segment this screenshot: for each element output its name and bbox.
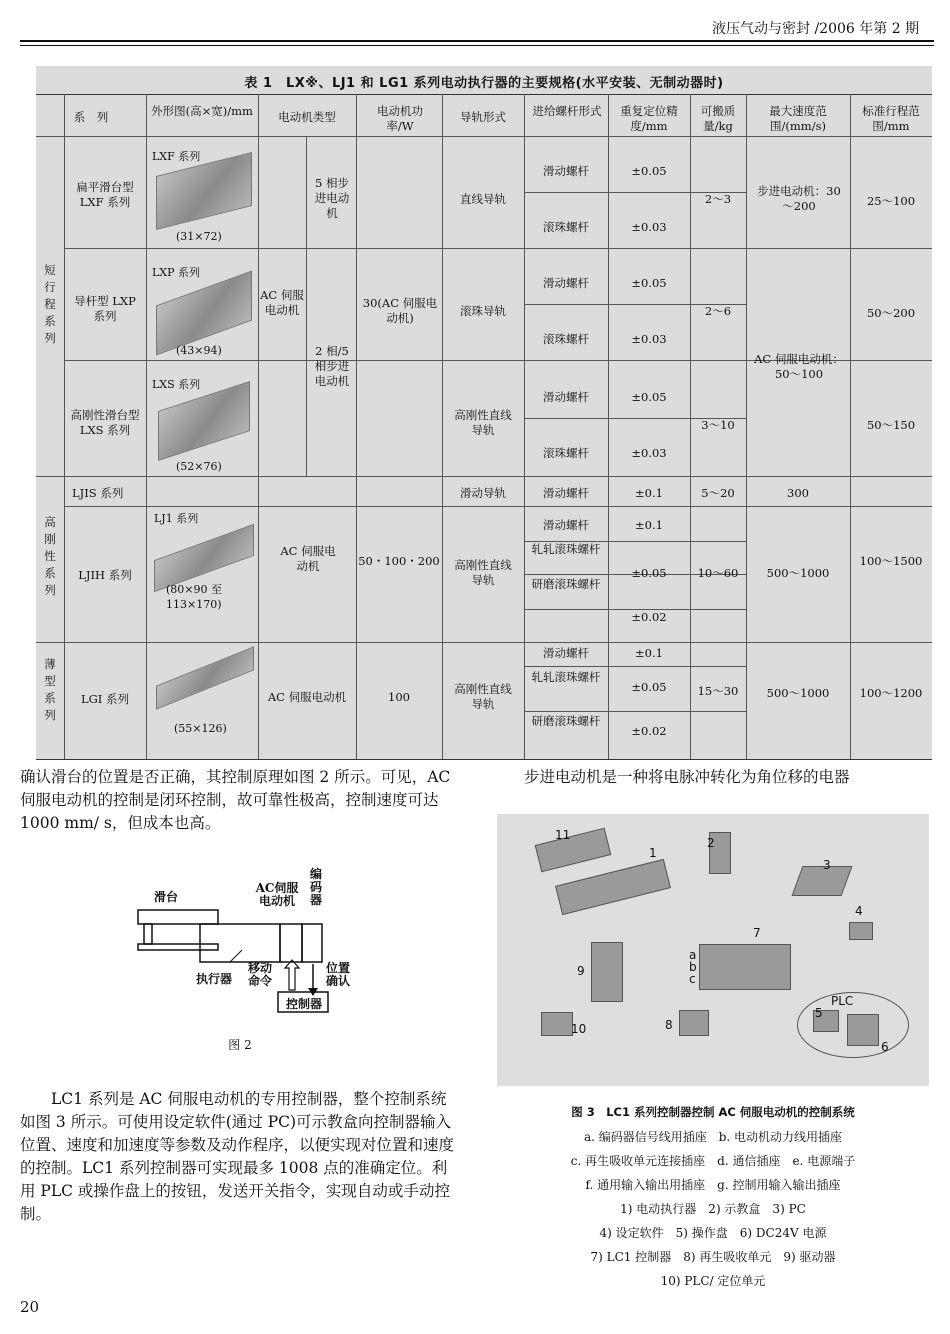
motor-5phase-step: 5 相步进电动机: [314, 176, 350, 220]
fig2-label-slide: 滑台: [154, 890, 179, 904]
group-short-stroke: 短行程系列: [44, 263, 56, 345]
fig2-label-move-cmd: 移动命令: [248, 961, 273, 988]
table-col-rule: [746, 94, 747, 759]
payload-ljih: 10～60: [697, 566, 739, 580]
screw-rolled-2: 轧轧滚珠螺杆: [531, 670, 601, 684]
payload-lxs: 3～10: [701, 418, 735, 432]
screw-ground-2: 研磨滚珠螺杆: [531, 714, 601, 728]
payload-lxp: 2～6: [704, 304, 732, 318]
series-lxp: 导杆型 LXP 系列: [74, 294, 136, 323]
screw-rolled-1: 轧轧滚珠螺杆: [531, 542, 601, 556]
fig2-label-encoder: 编码器: [310, 867, 323, 907]
motor-ac-servo: AC 伺服电动机: [260, 288, 304, 317]
payload-lxf: 2～3: [704, 192, 732, 206]
fig3-num-1: 1: [649, 846, 657, 860]
table-rule: [36, 759, 932, 760]
series-lxs: 高刚性滑台型 LXS 系列: [70, 408, 140, 437]
table-col-rule: [146, 94, 147, 759]
table-rule: [524, 711, 746, 712]
table-rule: [524, 666, 746, 667]
precision-r3: ±0.05: [631, 276, 667, 290]
left-paragraph-1: 确认滑台的位置是否正确，其控制原理如图 2 所示。可见，AC 伺服电动机的控制是闭环控制，故可靠性极高，控制速度可达 1000 mm/ s，但成本也高。: [20, 768, 451, 832]
table-rule: [36, 94, 932, 95]
group-high-rigid: 高刚性系列: [44, 515, 56, 597]
col-header-speed: 最大速度范围/(mm/s): [769, 104, 827, 133]
precision-r9: ±0.05: [631, 566, 667, 580]
fig3-device-software: [849, 922, 873, 940]
fig3-num-7: 7: [753, 926, 761, 940]
left-paragraph-2: LC1 系列是 AC 伺服电动机的专用控制器，整个控制系统如图 3 所示。可使用设定软件(通过 PC)可示教盒向控制器输入位置、速度和加速度等参数及动作程序，以便实现对位置和速度的控制。LC1 系列控制器可实现最多 1008 点的准确定位。利用 PLC 或操作盘上的按钮，发送开关指令，实现自动或手动控制。: [20, 1090, 455, 1223]
guide-ball: 滚珠导轨: [460, 304, 506, 318]
screw-ball-3: 滚珠螺杆: [543, 446, 589, 460]
col-header-shape: 外形图(高×宽)/mm: [151, 104, 253, 118]
fig3-num-5: 5: [815, 1006, 823, 1020]
fig3-device-plc-unit: [541, 1012, 573, 1036]
table-rule: [64, 248, 932, 249]
speed-ljih: 500～1000: [766, 566, 830, 580]
col-header-series: 系 列: [73, 110, 109, 124]
guide-slide: 滑动导轨: [460, 486, 506, 500]
series-ljis: LJIS 系列: [72, 486, 124, 500]
precision-r12: ±0.05: [631, 680, 667, 694]
precision-r2: ±0.03: [631, 220, 667, 234]
fig3-legend-5: 4) 设定软件 5) 操作盘 6) DC24V 电源: [599, 1226, 827, 1240]
table-rule: [64, 506, 932, 507]
img-size-lxp: (43×94): [176, 344, 222, 357]
precision-r7: ±0.1: [635, 486, 663, 500]
img-size-lxs: (52×76): [176, 460, 222, 473]
series-lxf: 扁平滑台型 LXF 系列: [76, 180, 134, 209]
figure-2-caption: 图 2: [228, 1038, 252, 1052]
precision-r4: ±0.03: [631, 332, 667, 346]
speed-ac: AC 伺服电动机：50～100: [754, 352, 844, 381]
screw-slide-5: 滑动螺杆: [543, 518, 589, 532]
col-header-guide: 导轨形式: [460, 110, 506, 124]
col-header-power: 电动机功率/W: [377, 104, 423, 133]
fig3-num-11: 11: [555, 828, 571, 842]
fig3-num-9: 9: [577, 964, 585, 978]
screw-slide-4: 滑动螺杆: [543, 486, 589, 500]
img-label-lxs: LXS 系列: [152, 378, 201, 391]
table-col-rule: [258, 94, 259, 759]
table-rule: [36, 476, 932, 477]
power-short: 30(AC 伺服电动机): [362, 296, 438, 325]
screw-ball-1: 滚珠螺杆: [543, 220, 589, 234]
motor-2-5phase-step: 2 相/5 相步进电动机: [314, 344, 350, 388]
power-lj: 50・100・200: [358, 554, 440, 568]
spec-table: [36, 66, 932, 760]
power-lg: 100: [388, 690, 410, 704]
fig3-device-11: [535, 828, 612, 873]
precision-r13: ±0.02: [631, 724, 667, 738]
lxp-product-image: [156, 271, 252, 356]
table-col-rule: [306, 136, 307, 476]
motor-ac-servo-lg: AC 伺服电动机: [267, 690, 347, 704]
guide-linear: 直线导轨: [460, 192, 506, 206]
right-paragraph-1: 步进电动机是一种将电脉冲转化为角位移的电器: [524, 768, 850, 786]
precision-r10: ±0.02: [631, 610, 667, 624]
fig3-device-pc: [792, 866, 853, 896]
fig3-label-plc: PLC: [831, 994, 854, 1008]
figure-3-photo: [497, 814, 929, 1086]
fig3-legend-4: 1) 电动执行器 2) 示教盒 3) PC: [620, 1202, 806, 1216]
fig3-num-10: 10: [571, 1022, 587, 1036]
speed-lgi: 500～1000: [766, 686, 830, 700]
fig3-device-lc1: [699, 944, 791, 990]
fig3-num-6: 6: [881, 1040, 889, 1054]
col-header-screw: 进给螺杆形式: [532, 104, 602, 118]
guide-high-rigid-3: 高刚性直线导轨: [454, 682, 512, 711]
fig3-legend-2: c. 再生吸收单元连接插座 d. 通信插座 e. 电源端子: [570, 1154, 856, 1168]
fig3-letter-a: a: [689, 948, 697, 962]
fig3-letter-b: b: [689, 960, 697, 974]
table-rule: [36, 136, 932, 137]
fig3-num-2: 2: [707, 836, 715, 850]
group-thin: 薄型系列: [44, 657, 56, 722]
screw-slide-3: 滑动螺杆: [543, 390, 589, 404]
img-size-lj1: (80×90 至 113×170): [166, 583, 222, 611]
table-title: 表 1 LX※、LJ1 和 LG1 系列电动执行器的主要规格(水平安装、无制动器时): [244, 76, 724, 91]
header-rule-thin: [20, 45, 934, 46]
screw-ball-2: 滚珠螺杆: [543, 332, 589, 346]
col-header-stroke: 标准行程范围/mm: [862, 104, 920, 133]
fig2-label-controller: 控制器: [285, 997, 322, 1011]
fig3-num-3: 3: [823, 858, 831, 872]
speed-step: 步进电动机：30～200: [757, 184, 841, 213]
lg1-product-image: [156, 646, 254, 710]
precision-r1: ±0.05: [631, 164, 667, 178]
table-rule: [36, 642, 932, 643]
motor-ac-servo-lj: AC 伺服电动机: [280, 544, 336, 573]
figure-3-title: 图 3 LC1 系列控制器控制 AC 伺服电动机的控制系统: [571, 1105, 855, 1119]
fig3-device-24v: [847, 1014, 879, 1046]
fig3-legend-3: f. 通用输入输出用插座 g. 控制用输入输出插座: [585, 1178, 841, 1192]
img-size-lg1: (55×126): [174, 722, 227, 735]
stroke-lgi: 100～1200: [859, 686, 923, 700]
precision-r6: ±0.03: [631, 446, 667, 460]
running-title: 液压气动与密封 /2006 年第 2 期: [712, 21, 920, 37]
screw-slide-1: 滑动螺杆: [543, 164, 589, 178]
screw-ground-1: 研磨滚珠螺杆: [531, 577, 601, 591]
fig3-legend-6: 7) LC1 控制器 8) 再生吸收单元 9) 驱动器: [590, 1250, 836, 1264]
col-header-payload: 可搬质量/kg: [700, 104, 736, 133]
img-label-lxp: LXP 系列: [152, 266, 201, 279]
stroke-lxs: 50～150: [866, 418, 916, 432]
col-header-precision: 重复定位精度/mm: [620, 104, 678, 133]
stroke-lxp: 50～200: [866, 306, 916, 320]
fig3-device-actuator: [555, 859, 671, 915]
stroke-lj: 100～1500: [859, 554, 923, 568]
fig3-device-driver: [591, 942, 623, 1002]
fig3-num-4: 4: [855, 904, 863, 918]
img-label-lj1: LJ1 系列: [154, 512, 199, 525]
fig2-label-pos-confirm: 位置确认: [326, 961, 351, 988]
img-size-lxf: (31×72): [176, 230, 222, 243]
fig2-label-motor: AC伺服电动机: [255, 881, 299, 908]
lxs-product-image: [158, 381, 250, 461]
guide-high-rigid-1: 高刚性直线导轨: [454, 408, 512, 437]
fig3-num-8: 8: [665, 1018, 673, 1032]
precision-r11: ±0.1: [635, 646, 663, 660]
figure-2-diagram: [130, 868, 370, 1018]
series-ljih: LJIH 系列: [78, 568, 132, 582]
fig3-legend-7: 10) PLC/ 定位单元: [660, 1274, 766, 1288]
fig3-letter-c: c: [689, 972, 696, 986]
payload-lgi: 15～30: [697, 684, 739, 698]
table-col-rule: [64, 94, 65, 759]
screw-slide-6: 滑动螺杆: [543, 646, 589, 660]
fig3-device-regen: [679, 1010, 709, 1036]
guide-high-rigid-2: 高刚性直线导轨: [454, 558, 512, 587]
series-lgi: LGI 系列: [80, 692, 130, 706]
fig3-legend-1: a. 编码器信号线用插座 b. 电动机动力线用插座: [583, 1130, 843, 1144]
header-rule: [20, 40, 934, 42]
fig2-label-actuator: 执行器: [196, 972, 233, 986]
page-number: 20: [20, 1298, 40, 1316]
payload-ljis: 5～20: [701, 486, 735, 500]
stroke-lxf: 25～100: [866, 194, 916, 208]
speed-ljis: 300: [787, 486, 809, 500]
table-col-rule: [356, 94, 357, 759]
screw-slide-2: 滑动螺杆: [543, 276, 589, 290]
precision-r8: ±0.1: [635, 518, 663, 532]
col-header-motor: 电动机类型: [278, 110, 336, 124]
img-label-lxf: LXF 系列: [152, 150, 201, 163]
precision-r5: ±0.05: [631, 390, 667, 404]
